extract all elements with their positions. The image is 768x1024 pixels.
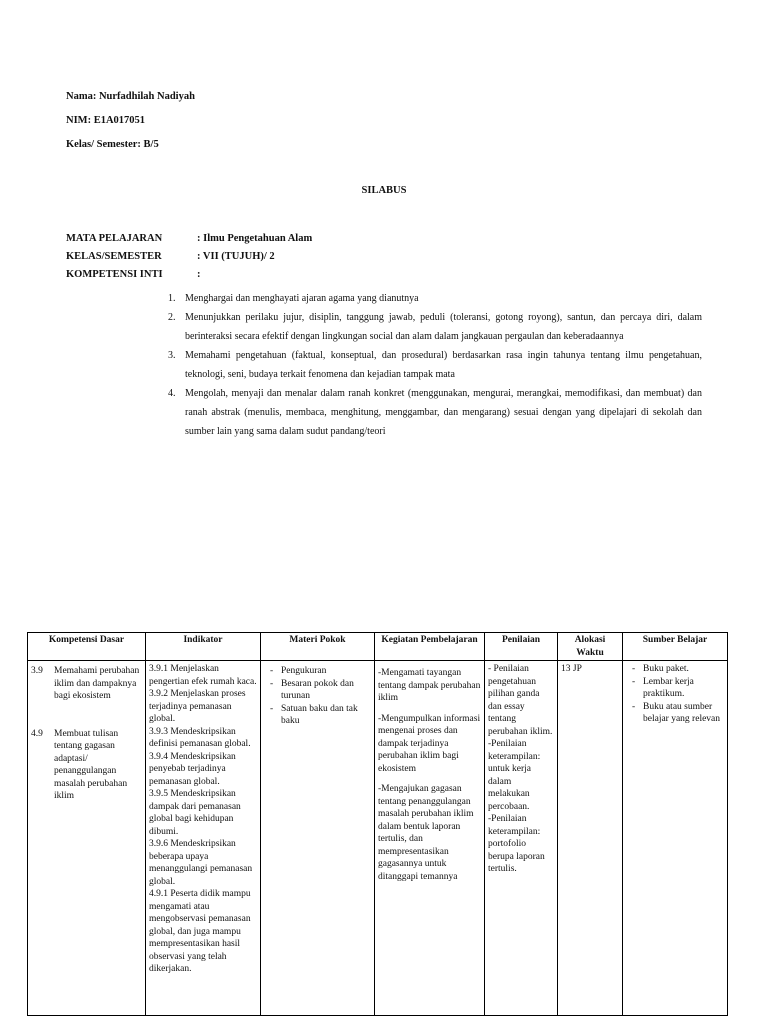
item-text: Memahami pengetahuan (faktual, konseptual, dan prosedural) berdasarkan rasa ingin tahunya tentang ilmu pengetahuan, teknologi, seni, budaya terkait fenomena dan kejadian tampak mata bbox=[185, 350, 702, 380]
student-nim: NIM: E1A017051 bbox=[66, 115, 146, 126]
item-number: 3. bbox=[168, 350, 176, 361]
syllabus-table bbox=[27, 632, 728, 1016]
indicator-item: 3.9.4 Mendeskripsikan penyebab terjadinya pemanasan global. bbox=[149, 751, 236, 787]
core-competence-item bbox=[168, 384, 702, 441]
header-indicator: Indikator bbox=[146, 633, 261, 661]
indicator-cell bbox=[146, 661, 261, 1016]
class-semester-label: KELAS/SEMESTER bbox=[66, 251, 162, 262]
material-text: Pengukuran bbox=[281, 666, 327, 676]
core-competence-list bbox=[168, 289, 702, 441]
assessment-item: -Penilaian keterampilan: untuk kerja dalam melakukan percobaan. bbox=[488, 739, 541, 812]
item-number: 4. bbox=[168, 388, 176, 399]
indicator-item: 3.9.3 Mendeskripsikan definisi pemanasan global. bbox=[149, 726, 251, 749]
source-text: Lembar kerja praktikum. bbox=[643, 676, 694, 699]
competence-number: 3.9 bbox=[31, 666, 43, 676]
subject-value: : Ilmu Pengetahuan Alam bbox=[197, 233, 313, 244]
indicator-item: 3.9.2 Menjelaskan proses terjadinya pemanasan global. bbox=[149, 689, 246, 724]
learning-activity-cell bbox=[375, 661, 485, 1016]
material-text: Satuan baku dan tak baku bbox=[281, 703, 358, 726]
header-basic-competence: Kompetensi Dasar bbox=[28, 633, 146, 661]
header-main-material: Materi Pokok bbox=[261, 633, 375, 661]
material-item: - Satuan baku dan tak baku bbox=[264, 703, 371, 728]
basic-competence-cell bbox=[28, 661, 146, 1016]
indicator-item: 3.9.6 Mendeskripsikan beberapa upaya menanggulangi pemanasan global. bbox=[149, 839, 253, 887]
core-competence-item bbox=[168, 289, 702, 308]
core-competence-item bbox=[168, 308, 702, 346]
material-list bbox=[264, 665, 371, 728]
item-number: 1. bbox=[168, 293, 176, 304]
core-competence-colon: : bbox=[197, 269, 201, 280]
core-competence-item bbox=[168, 346, 702, 384]
header-learning-source: Sumber Belajar bbox=[623, 633, 728, 661]
source-list bbox=[626, 663, 724, 726]
item-text: Menunjukkan perilaku jujur, disiplin, tanggung jawab, peduli (toleransi, gotong royong), santun, dan percaya diri, dalam berinteraksi secara efektif dengan lingkungan social dan alam dalam jangkauan pergaulan dan keberadaannya bbox=[185, 312, 702, 342]
competence-text: Membuat tulisan tentang gagasan adaptasi/ penanggulangan masalah perubahan iklim bbox=[54, 728, 128, 801]
item-text: Menghargai dan menghayati ajaran agama yang dianutnya bbox=[185, 293, 419, 304]
item-text: Mengolah, menyaji dan menalar dalam ranah konkret (menggunakan, mengurai, merangkai, memodifikasi, dan membuat) dan ranah abstrak (menulis, membaca, menghitung, menggambar, dan mengarang) sesuai dengan yang dipelajari di sekolah dan sumber lain yang sama dalam sudut pandang/teori bbox=[185, 388, 702, 437]
header-learning-activity: Kegiatan Pembelajaran bbox=[375, 633, 485, 661]
student-class-semester: Kelas/ Semester: B/5 bbox=[66, 139, 159, 150]
table-header-row bbox=[28, 633, 728, 661]
activity-item: -Mengajukan gagasan tentang penanggulangan masalah perubahan iklim dalam bentuk laporan tertulis, dan mempresentasikan gagasannya untuk ditanggapi temannya bbox=[378, 784, 474, 882]
indicator-item: 4.9.1 Peserta didik mampu mengamati atau mengobservasi pemanasan global, dan juga mampu mempresentasikan hasil observasi yang telah dikerjakan. bbox=[149, 889, 251, 974]
material-text: Besaran pokok dan turunan bbox=[281, 678, 354, 701]
material-item: - Pengukuran bbox=[270, 666, 327, 676]
basic-competence-item bbox=[31, 728, 142, 803]
learning-source-cell bbox=[623, 661, 728, 1016]
table-row bbox=[28, 661, 728, 1016]
indicator-item: 3.9.5 Mendeskripsikan dampak dari pemanasan global bagi kehidupan dibumi. bbox=[149, 789, 241, 837]
subject-label: MATA PELAJARAN bbox=[66, 233, 163, 244]
class-semester-value: : VII (TUJUH)/ 2 bbox=[197, 251, 275, 262]
activity-item: -Mengumpulkan informasi mengenai proses dan dampak terjadinya perubahan iklim bagi ekosistem bbox=[378, 713, 481, 774]
source-text: Buku atau sumber belajar yang relevan bbox=[643, 701, 721, 724]
assessment-item: -Penilaian keterampilan: portofolio berupa laporan tertulis. bbox=[488, 814, 545, 874]
source-text: Buku paket. bbox=[643, 664, 689, 674]
source-item: - Lembar kerja praktikum. bbox=[626, 676, 724, 701]
header-time-allocation: Alokasi Waktu bbox=[558, 633, 623, 661]
material-item: - Besaran pokok dan turunan bbox=[264, 678, 371, 703]
competence-text: Memahami perubahan iklim dan dampaknya bagi ekosistem bbox=[54, 666, 140, 701]
assessment-cell bbox=[485, 661, 558, 1016]
assessment-item: - Penilaian pengetahuan pilihan ganda dan essay tentang perubahan iklim. bbox=[488, 664, 553, 737]
student-name: Nama: Nurfadhilah Nadiyah bbox=[66, 91, 195, 102]
source-item: - Buku paket. bbox=[632, 664, 689, 674]
activity-item: -Mengamati tayangan tentang dampak perubahan iklim bbox=[378, 668, 481, 703]
document-title: SILABUS bbox=[361, 185, 407, 196]
core-competence-label: KOMPETENSI INTI bbox=[66, 269, 163, 280]
basic-competence-item bbox=[31, 665, 142, 703]
indicator-item: 3.9.1 Menjelaskan pengertian efek rumah kaca. bbox=[149, 664, 257, 687]
competence-number: 4.9 bbox=[31, 728, 43, 739]
main-material-cell bbox=[261, 661, 375, 1016]
header-assessment: Penilaian bbox=[485, 633, 558, 661]
source-item: - Buku atau sumber belajar yang relevan bbox=[626, 701, 724, 726]
time-allocation-cell: 13 JP bbox=[558, 661, 623, 1016]
item-number: 2. bbox=[168, 312, 176, 323]
